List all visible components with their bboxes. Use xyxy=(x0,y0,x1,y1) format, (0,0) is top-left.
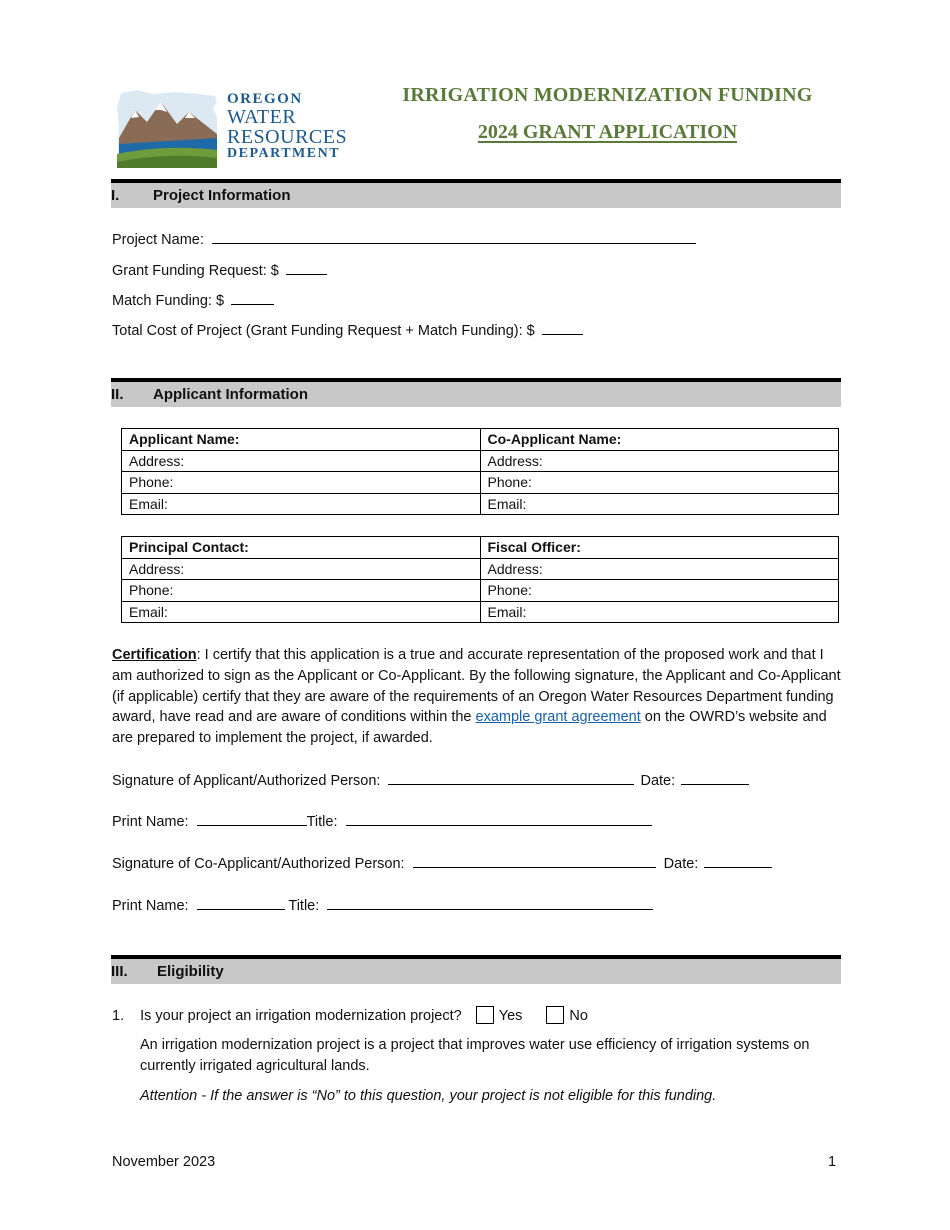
fiscal-address-cell[interactable]: Address: xyxy=(480,558,839,580)
coapplicant-title-field[interactable] xyxy=(327,896,653,910)
subtitle-text: 2024 GRANT APPLICATION xyxy=(477,121,738,143)
total-cost-row xyxy=(112,321,583,339)
logo-resources: RESOURCES xyxy=(227,126,348,148)
footer-date: November 2023 xyxy=(112,1154,216,1170)
date-label: Date: xyxy=(640,773,676,789)
logo-department: DEPARTMENT xyxy=(227,146,341,161)
fiscal-phone-cell[interactable]: Phone: xyxy=(480,580,839,602)
fiscal-officer-cell[interactable]: Fiscal Officer: xyxy=(480,537,839,559)
title-label: Title: xyxy=(306,814,338,830)
section-title: Applicant Information xyxy=(153,386,308,403)
section-header-project-information xyxy=(111,179,841,208)
title-label: Title: xyxy=(288,898,320,914)
applicant-phone-cell[interactable]: Phone: xyxy=(122,472,481,494)
owrd-logo xyxy=(115,88,360,173)
question-text: Is your project an irrigation modernization project? xyxy=(140,1008,462,1024)
section-number: III. xyxy=(111,963,128,980)
date-label: Date: xyxy=(663,856,699,872)
applicant-signature-row xyxy=(112,771,749,789)
applicant-email-cell[interactable]: Email: xyxy=(122,493,481,515)
applicant-signature-label: Signature of Applicant/Authorized Person: xyxy=(112,773,381,789)
certification-text: : I certify that this application is a true and accurate representation of the proposed work and that I am authorized to sign as the Applicant or Co-Applicant. By the following signature, the Applicant and Co-Applicant (if applicable) certify that they are aware of the requirements of an Oregon Water Resources Department funding award, have read and are aware of conditions within the xyxy=(112,647,841,726)
co-applicant-phone-cell[interactable]: Phone: xyxy=(480,472,839,494)
document-title: IRRIGATION MODERNIZATION FUNDING xyxy=(402,84,813,106)
applicant-date-field[interactable] xyxy=(681,771,749,785)
applicant-print-name-row xyxy=(112,812,652,830)
match-funding-label: Match Funding: $ xyxy=(112,293,225,309)
section-header-eligibility xyxy=(111,955,841,984)
applicant-signature-field[interactable] xyxy=(388,771,634,785)
contact-table xyxy=(121,536,839,623)
coapplicant-print-name-row xyxy=(112,896,653,914)
logo-water: WATER xyxy=(227,106,297,128)
match-funding-row xyxy=(112,291,274,309)
question-description: An irrigation modernization project is a project that improves water use efficiency of irrigation systems on currently irrigated agricultural lands. xyxy=(140,1037,810,1074)
logo-text xyxy=(227,92,347,161)
applicant-title-field[interactable] xyxy=(346,812,652,826)
certification-paragraph xyxy=(112,645,842,749)
project-name-row xyxy=(112,230,696,248)
co-applicant-name-cell[interactable]: Co-Applicant Name: xyxy=(480,429,839,451)
match-funding-field[interactable] xyxy=(231,291,274,305)
section-number: II. xyxy=(111,386,124,403)
oregon-landscape-icon xyxy=(115,88,225,173)
grant-request-field[interactable] xyxy=(286,261,327,275)
applicant-name-cell[interactable]: Applicant Name: xyxy=(122,429,481,451)
logo-oregon: OREGON xyxy=(227,91,303,107)
co-applicant-address-cell[interactable]: Address: xyxy=(480,450,839,472)
principal-contact-cell[interactable]: Principal Contact: xyxy=(122,537,481,559)
section-title: Eligibility xyxy=(157,963,224,980)
no-label: No xyxy=(569,1008,588,1024)
coapplicant-signature-row xyxy=(112,854,772,872)
project-name-label: Project Name: xyxy=(112,232,204,248)
yes-checkbox[interactable] xyxy=(476,1006,494,1024)
principal-address-cell[interactable]: Address: xyxy=(122,558,481,580)
example-grant-agreement-link[interactable]: example grant agreement xyxy=(475,709,641,726)
applicant-table xyxy=(121,428,839,515)
grant-request-row xyxy=(112,261,327,279)
certification-text-end: on the OWRD’s website and are prepared to implement the project, if awarded. xyxy=(112,709,827,747)
coapplicant-date-field[interactable] xyxy=(704,854,772,868)
print-name-label: Print Name: xyxy=(112,898,189,914)
total-cost-field[interactable] xyxy=(542,321,583,335)
section-title: Project Information xyxy=(153,187,291,204)
applicant-address-cell[interactable]: Address: xyxy=(122,450,481,472)
fiscal-email-cell[interactable]: Email: xyxy=(480,601,839,623)
no-checkbox[interactable] xyxy=(546,1006,564,1024)
project-name-field[interactable] xyxy=(212,230,696,244)
section-number: I. xyxy=(111,187,120,204)
applicant-print-name-field[interactable] xyxy=(197,812,307,826)
print-name-label: Print Name: xyxy=(112,814,189,830)
yes-label: Yes xyxy=(498,1008,523,1024)
question-number: 1. xyxy=(112,1008,125,1024)
total-cost-label: Total Cost of Project (Grant Funding Request + Match Funding): $ xyxy=(112,323,535,339)
grant-request-label: Grant Funding Request: $ xyxy=(112,263,279,279)
co-applicant-email-cell[interactable]: Email: xyxy=(480,493,839,515)
attention-note: Attention - If the answer is “No” to this question, your project is not eligible for this funding. xyxy=(140,1088,717,1104)
section-header-applicant-information xyxy=(111,378,841,407)
document-subtitle xyxy=(360,121,855,144)
coapplicant-signature-field[interactable] xyxy=(413,854,656,868)
eligibility-question-1 xyxy=(112,1006,588,1024)
principal-email-cell[interactable]: Email: xyxy=(122,601,481,623)
page-number: 1 xyxy=(828,1154,837,1170)
coapplicant-signature-label: Signature of Co-Applicant/Authorized Person: xyxy=(112,856,405,872)
principal-phone-cell[interactable]: Phone: xyxy=(122,580,481,602)
certification-label: Certification xyxy=(112,647,197,663)
coapplicant-print-name-field[interactable] xyxy=(197,896,285,910)
